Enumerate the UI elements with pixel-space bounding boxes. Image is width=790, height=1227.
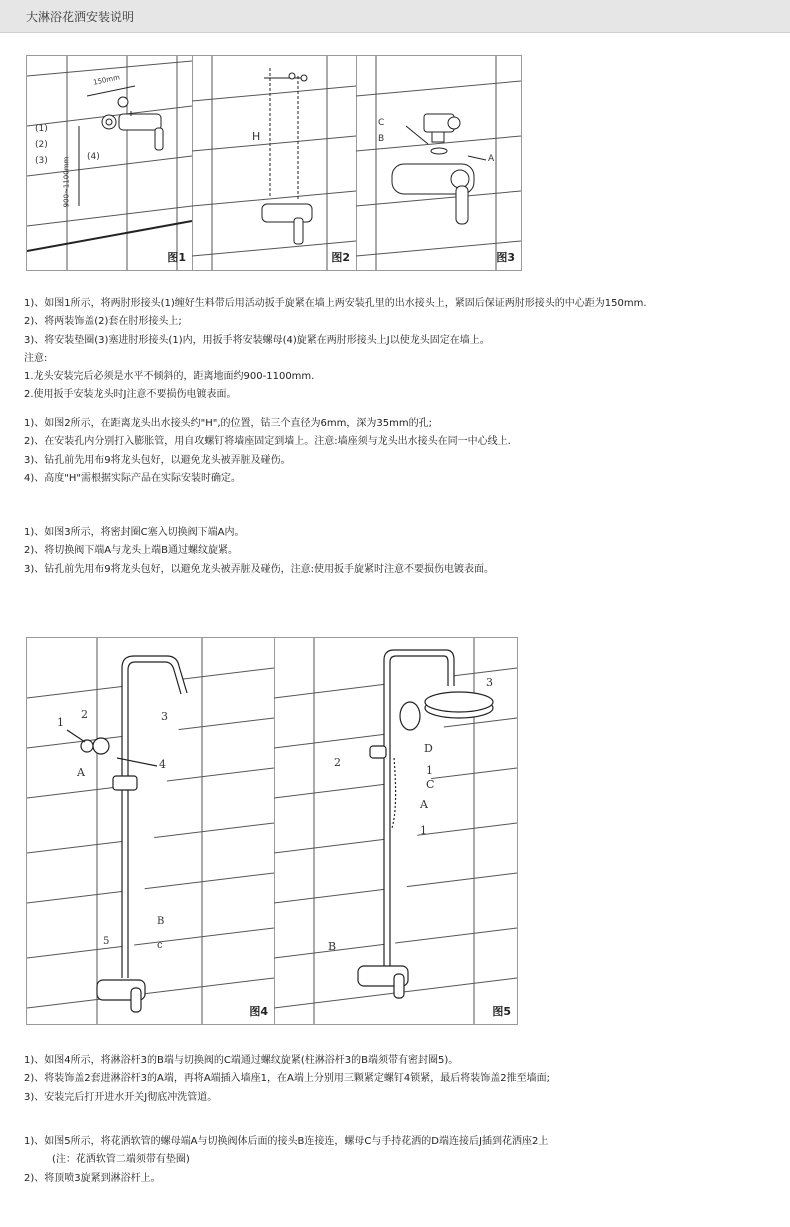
figure-4-label: 图4 [249, 1005, 268, 1018]
figure-3 [356, 56, 521, 270]
callout-d: D [424, 742, 433, 755]
instruction-line: 2)、将两装饰盖(2)套在肘形接头上; [24, 316, 182, 328]
instructions-section-4 [24, 1052, 550, 1107]
instruction-line: 2)、将切换阀下端A与龙头上端B通过螺纹旋紧。 [24, 545, 238, 557]
note-heading: 注意: [24, 352, 48, 364]
page-header [0, 0, 790, 33]
instruction-line: 4)、高度"H"需根据实际产品在实际安装时确定。 [24, 472, 241, 484]
instruction-line: 3)、钻孔前先用布9将龙头包好，以避免龙头被弄脏及碰伤。 [24, 454, 291, 466]
page-title: 大淋浴花洒安装说明 [26, 10, 135, 24]
figure-5-drawing [274, 638, 517, 1024]
callout-c: C [378, 118, 385, 128]
callout-5: 5 [103, 936, 110, 947]
note-line: 2.使用扳手安装龙头时J注意不要损伤电镀表面。 [24, 389, 237, 401]
figure-2-drawing [192, 56, 356, 270]
instruction-line: 1)、如图2所示，在距离龙头出水接头约"H",的位置，钻三个直径为6mm，深为35mm的孔; [24, 418, 432, 429]
callout-4: (4) [87, 152, 100, 162]
dimension-150mm: 150mm [92, 73, 121, 87]
instruction-note: (注：花洒软管二端须带有垫圈) [52, 1154, 190, 1166]
callout-4: 4 [159, 758, 166, 771]
figure-1-drawing [27, 56, 192, 270]
callout-a: A [77, 766, 85, 779]
figure-5 [274, 638, 517, 1024]
figure-3-label: 图3 [496, 251, 515, 264]
figure-4 [27, 638, 275, 1024]
callout-1-lower: 1 [420, 824, 427, 837]
instruction-line: 1)、如图4所示，将淋浴杆3的B端与切换阀的C端通过螺纹旋紧(柱淋浴杆3的B端须带有密封圈5)。 [24, 1055, 459, 1066]
callout-b: B [378, 134, 385, 144]
dimension-height: 900~1100mm [62, 156, 71, 208]
instructions-section-2 [24, 415, 511, 488]
figure-strip-top [26, 55, 522, 271]
instruction-line: 1)、如图1所示，将两肘形接头(1)缠好生料带后用活动扳手旋紧在墙上两安装孔里的出水接头上，紧固后保证两肘形接头的中心距为150mm. [24, 298, 647, 309]
figure-strip-bottom [26, 637, 518, 1025]
note-line: 1.龙头安装完后必须是水平不倾斜的，距离地面约900-1100mm. [24, 371, 315, 383]
instruction-line: 2)、在安装孔内分别打入膨胀管，用自攻螺钉将墙座固定到墙上。注意:墙座须与龙头出水接头在同一中心线上. [24, 436, 511, 448]
callout-c: c [157, 940, 163, 951]
instruction-line: 2)、将顶喷3旋紧到淋浴杆上。 [24, 1172, 161, 1184]
callout-3: 3 [486, 676, 493, 689]
callout-2: 2 [334, 756, 341, 769]
instruction-line: 3)、钻孔前先用布9将龙头包好，以避免龙头被弄脏及碰伤，注意:使用扳手旋紧时注意不要损伤电镀表面。 [24, 563, 494, 575]
figure-3-drawing [356, 56, 521, 270]
instruction-line: 3)、将安装垫圈(3)塞进肘形接头(1)内，用扳手将安装螺母(4)旋紧在两肘形接头上J以使龙头固定在墙上。 [24, 334, 490, 346]
instructions-section-5 [24, 1133, 548, 1188]
callout-c: C [426, 778, 435, 791]
callout-b: B [328, 940, 337, 953]
instructions-section-3 [24, 524, 494, 579]
callout-3: 3 [161, 710, 168, 723]
callout-b: B [157, 916, 165, 927]
callout-1: (1) [35, 124, 48, 134]
figure-1-label: 图1 [167, 251, 186, 264]
figure-1 [27, 56, 193, 270]
callout-1: 1 [57, 716, 64, 729]
instruction-line: 1)、如图5所示，将花洒软管的螺母端A与切换阀体后面的接头B连接连，螺母C与手持花洒的D端连接后J插到花洒座2上 [24, 1136, 549, 1147]
dimension-h: H [252, 130, 261, 143]
instruction-line: 1)、如图3所示，将密封圈C塞入切换阀下端A内。 [24, 527, 245, 538]
callout-a: A [488, 154, 495, 164]
callout-2: (2) [35, 140, 48, 150]
instruction-line: 3)、安装完后打开进水开关J彻底冲洗管道。 [24, 1091, 218, 1103]
figure-4-drawing [27, 638, 274, 1024]
figure-5-label: 图5 [492, 1005, 511, 1018]
callout-a: A [420, 798, 428, 811]
figure-2 [192, 56, 357, 270]
instructions-section-1 [24, 295, 647, 405]
instruction-line: 2)、将装饰盖2套进淋浴杆3的A端，再将A端插入墙座1，在A端上分别用三颗紧定螺钉4锁紧，最后将装饰盖2推至墙面; [24, 1073, 550, 1085]
callout-3: (3) [35, 156, 48, 166]
callout-1: 1 [426, 764, 433, 777]
figure-2-label: 图2 [331, 251, 350, 264]
callout-2: 2 [81, 708, 88, 721]
